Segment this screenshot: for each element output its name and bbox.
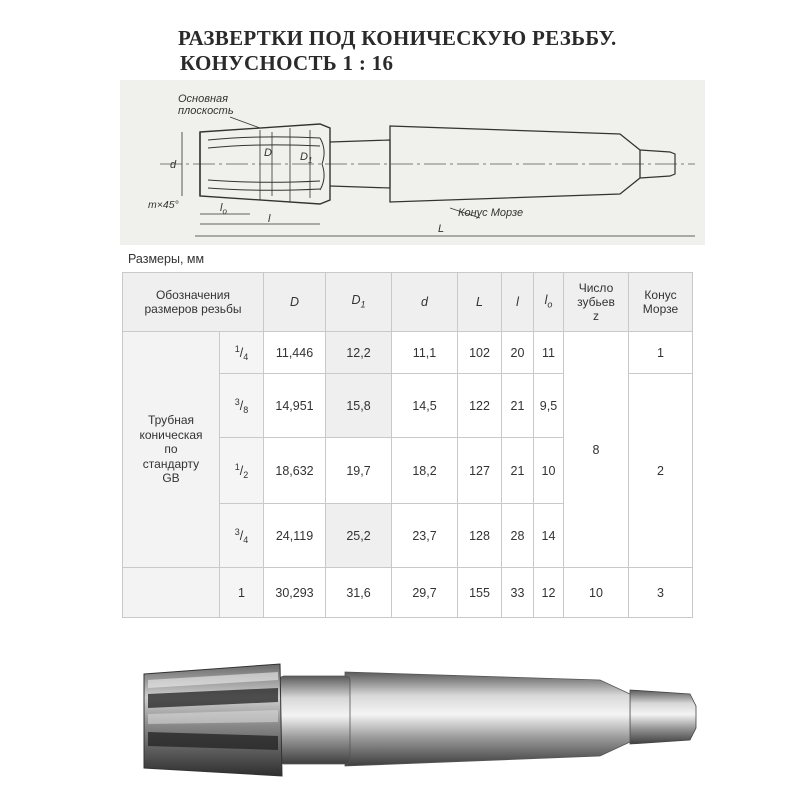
header-designation: Обозначения размеров резьбы bbox=[123, 273, 264, 332]
header-teeth: Число зубьев z bbox=[564, 273, 629, 332]
dim-D1-label: D bbox=[300, 151, 308, 163]
units-caption: Размеры, мм bbox=[128, 252, 205, 266]
header-morse: Конус Морзе bbox=[629, 273, 693, 332]
svg-text:D1 bbox=[300, 151, 312, 165]
table-row: $^3/_4$ 24,119 25,2 23,7 128 28 14 bbox=[123, 504, 693, 568]
label-base-plane-2: плоскость bbox=[178, 105, 234, 117]
page-title bbox=[178, 26, 738, 76]
title-line-1: РАЗВЕРТКИ ПОД КОНИЧЕСКУЮ РЕЗЬБУ. bbox=[178, 26, 617, 50]
size-cell: $^3/_4$ bbox=[220, 504, 264, 568]
photo-shank bbox=[345, 672, 630, 766]
table-row: Трубная коническая по стандарту GB $^1/_4$ 11,446 12,2 11,1 102 20 11 8 1 bbox=[123, 332, 693, 374]
label-base-plane-1: Основная bbox=[178, 93, 229, 105]
size-cell: 1 bbox=[220, 568, 264, 618]
spec-table bbox=[122, 272, 693, 618]
teeth-last-cell: 10 bbox=[564, 568, 629, 618]
dim-l-label: l bbox=[268, 213, 271, 225]
photo-neck bbox=[280, 676, 350, 764]
morse-cell-2: 2 bbox=[629, 374, 693, 568]
dim-D-label: D bbox=[264, 147, 272, 159]
photo-tang bbox=[630, 690, 696, 744]
size-cell: $^1/_2$ bbox=[220, 438, 264, 504]
dim-l0-label: l bbox=[220, 202, 223, 214]
group-label: Трубная коническая по стандарту GB bbox=[123, 332, 220, 568]
dim-l0-sub: o bbox=[222, 207, 227, 216]
table-row: $^3/_8$ 14,951 15,8 14,5 122 21 9,5 2 bbox=[123, 374, 693, 438]
dim-d-label: d bbox=[170, 159, 177, 171]
teeth-group-cell: 8 bbox=[564, 332, 629, 568]
size-cell: $^3/_8$ bbox=[220, 374, 264, 438]
header-l: l bbox=[502, 273, 534, 332]
header-l0: $l_o$ bbox=[534, 273, 564, 332]
dim-D1-sub: 1 bbox=[307, 156, 313, 165]
header-D1: $D_1$ bbox=[326, 273, 392, 332]
header-D: D bbox=[264, 273, 326, 332]
dim-chamfer-label: m×45° bbox=[148, 199, 179, 211]
morse-cell-1: 1 bbox=[629, 332, 693, 374]
header-d: d bbox=[392, 273, 458, 332]
label-morse-cone: Конус Морзе bbox=[458, 207, 524, 219]
header-L: L bbox=[458, 273, 502, 332]
technical-drawing bbox=[120, 80, 705, 245]
table-row: $^1/_2$ 18,632 19,7 18,2 127 21 10 bbox=[123, 438, 693, 504]
dim-L-label: L bbox=[438, 223, 445, 235]
svg-text:lo bbox=[220, 202, 227, 216]
morse-cell-3: 3 bbox=[629, 568, 693, 618]
title-line-2: КОНУСНОСТЬ 1 : 16 bbox=[180, 51, 394, 75]
size-cell: $^1/_4$ bbox=[220, 332, 264, 374]
table-row: 1 30,293 31,6 29,7 155 33 12 10 3 bbox=[123, 568, 693, 618]
reamer-photo bbox=[130, 650, 700, 790]
